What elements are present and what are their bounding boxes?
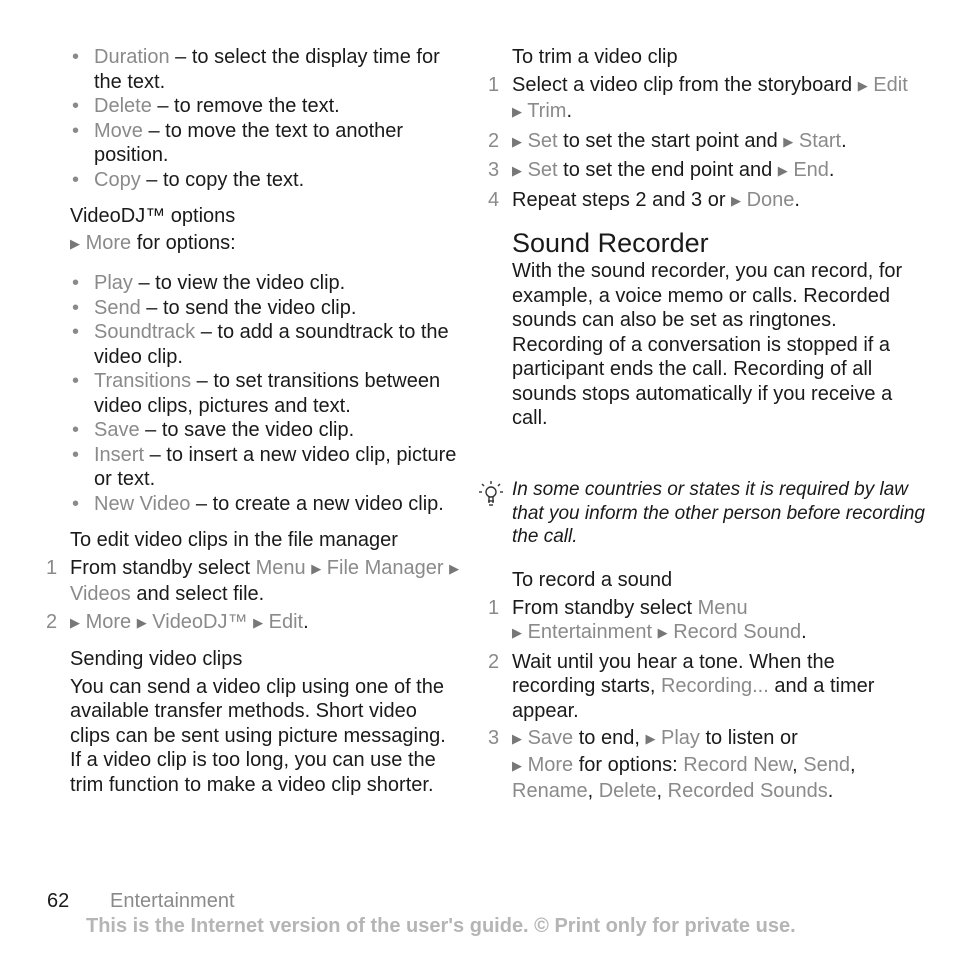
- play-arrow-icon: ▶: [777, 163, 788, 178]
- step-item: 2 Wait until you hear a tone. When the recording starts, Recording... and a timer appear.: [488, 650, 875, 722]
- play-arrow-icon: ▶: [512, 133, 522, 149]
- play-arrow-icon: ▶: [657, 625, 668, 640]
- list-item: • New Video – to create a new video clip.: [70, 492, 460, 517]
- step-item: 1 From standby select Menu ▶ File Manager ▶ Videos and select file.: [46, 556, 460, 605]
- videodj-options-heading: VideoDJ™ options: [70, 205, 236, 227]
- sound-recorder-text: With the sound recorder, you can record, for example, a voice memo or calls. Recorded sounds can also be set as ringtones. Recording of a conversation is stopped if a participant ends the call. Recording of all sounds stops automatically if you receive a call.: [512, 260, 903, 429]
- list-item: • Duration – to select the display time for the text.: [70, 45, 460, 94]
- list-item: • Delete – to remove the text.: [70, 94, 460, 119]
- step-item: 1 Select a video clip from the storyboard ▶ Edit ▶ Trim.: [488, 73, 908, 122]
- list-item: • Insert – to insert a new video clip, picture or text.: [70, 443, 460, 492]
- play-arrow-icon: ▶: [857, 77, 868, 93]
- lightbulb-icon: [478, 480, 504, 510]
- play-arrow-icon: ▶: [70, 235, 80, 251]
- play-arrow-icon: ▶: [512, 757, 522, 773]
- trim-steps: [488, 73, 912, 215]
- edit-video-heading: To edit video clips in the file manager: [70, 529, 398, 551]
- text-options-list: [70, 45, 460, 192]
- step-item: 1 From standby select Menu ▶ Entertainment ▶ Record Sound.: [488, 596, 807, 643]
- more-options-line: ▶ More for options:: [70, 231, 236, 254]
- play-arrow-icon: ▶: [512, 104, 522, 119]
- play-arrow-icon: ▶: [512, 163, 522, 178]
- play-arrow-icon: ▶: [645, 731, 656, 746]
- list-item: • Transitions – to set transitions between video clips, pictures and text.: [70, 369, 460, 418]
- step-item: 4 Repeat steps 2 and 3 or ▶ Done.: [488, 188, 800, 211]
- left-column: [46, 45, 460, 797]
- play-arrow-icon: ▶: [783, 133, 794, 149]
- tip-note: [476, 478, 932, 549]
- record-sound-heading: To record a sound: [512, 569, 673, 591]
- section-name: Entertainment: [110, 890, 235, 912]
- list-item: • Save – to save the video clip.: [70, 418, 460, 443]
- play-arrow-icon: ▶: [449, 560, 460, 576]
- sending-video-text: You can send a video clip using one of the available transfer methods. Short video clips can be sent using picture messaging. If a video clip is too long, you can use the trim function to make a video clip shorter.: [70, 675, 446, 796]
- play-arrow-icon: ▶: [512, 625, 522, 640]
- record-sound-section: [488, 568, 912, 807]
- list-item: • Copy – to copy the text.: [70, 168, 460, 193]
- step-item: 3 ▶ Set to set the end point and ▶ End.: [488, 159, 835, 181]
- play-arrow-icon: ▶: [136, 614, 147, 630]
- list-item: • Send – to send the video clip.: [70, 296, 460, 321]
- trim-video-heading: To trim a video clip: [512, 46, 678, 68]
- list-item: • Soundtrack – to add a soundtrack to the video clip.: [70, 320, 460, 369]
- edit-steps: [46, 556, 460, 637]
- page-number: 62: [47, 890, 70, 912]
- record-steps: [488, 596, 912, 804]
- step-item: 3 ▶ Save to end, ▶ Play to listen or ▶ More for options: Record New, Send, Rename, Delete, Recorded Sounds.: [488, 727, 856, 802]
- sound-recorder-title: Sound Recorder: [512, 228, 709, 258]
- videodj-options-list: [70, 271, 460, 516]
- tip-text: In some countries or states it is required by law that you inform the other person before recording the call.: [512, 479, 925, 547]
- step-item: 2 ▶ More ▶ VideoDJ™ ▶ Edit.: [46, 610, 309, 633]
- play-arrow-icon: ▶: [311, 560, 322, 576]
- play-arrow-icon: ▶: [731, 192, 742, 208]
- list-item: • Move – to move the text to another position.: [70, 119, 460, 168]
- list-item: • Play – to view the video clip.: [70, 271, 460, 296]
- play-arrow-icon: ▶: [512, 731, 522, 746]
- play-arrow-icon: ▶: [70, 614, 80, 630]
- sending-video-heading: Sending video clips: [70, 648, 243, 670]
- step-item: 2 ▶ Set to set the start point and ▶ Start.: [488, 129, 847, 152]
- play-arrow-icon: ▶: [253, 614, 264, 630]
- copyright-notice: This is the Internet version of the user's guide. © Print only for private use.: [86, 915, 796, 937]
- right-column: [488, 45, 912, 431]
